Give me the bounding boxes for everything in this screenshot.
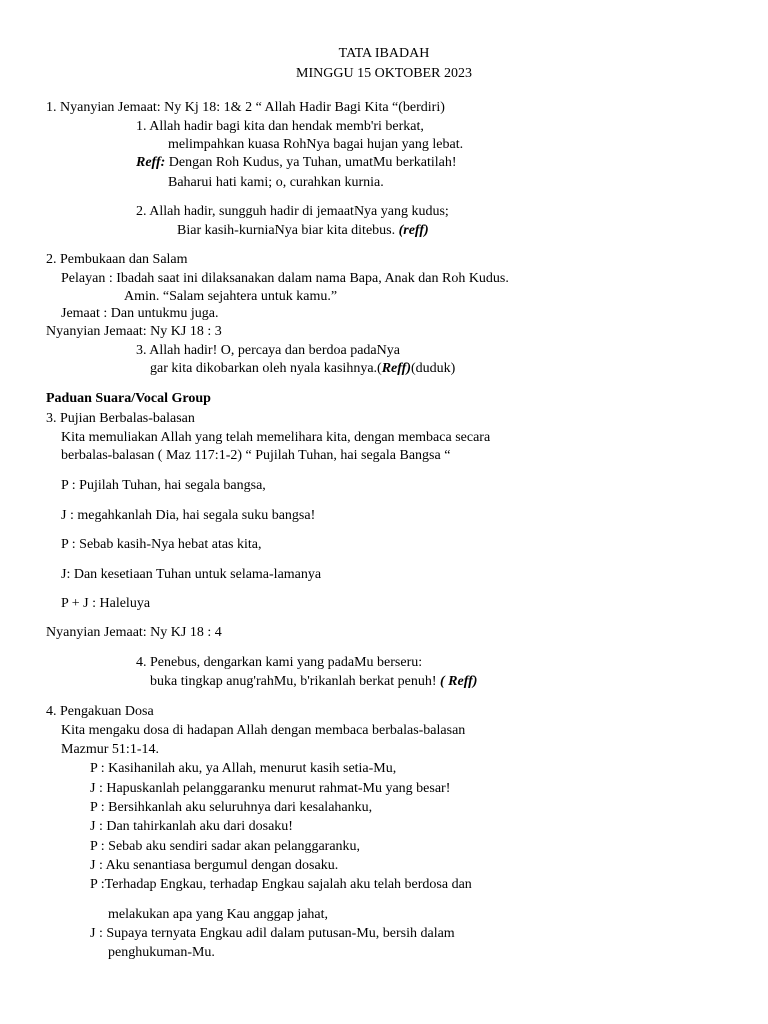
- hymn-verse-3-line-2: [150, 360, 455, 378]
- hymn-verse-1-line-1: 1. Allah hadir bagi kita dan hendak memb'ri berkat,: [136, 119, 424, 134]
- responsive-line: J : Aku senantiasa bergumul dengan dosaku.: [90, 858, 339, 873]
- responsive-line: J : megahkanlah Dia, hai segala suku bangsa!: [61, 508, 316, 523]
- responsive-line: P : Sebab kasih-Nya hebat atas kita,: [61, 537, 262, 552]
- responsive-line: J : Dan tahirkanlah aku dari dosaku!: [90, 819, 293, 834]
- reff-marker: (reff): [398, 223, 429, 238]
- hymn-verse-4-line-2: [150, 673, 477, 691]
- amin-line: Amin. “Salam sejahtera untuk kamu.”: [124, 289, 338, 304]
- nyanyian-jemaat-3: Nyanyian Jemaat: Ny KJ 18 : 3: [46, 324, 222, 339]
- section-3-heading: 3. Pujian Berbalas-balasan: [46, 411, 195, 426]
- section-4-heading: 4. Pengakuan Dosa: [46, 704, 154, 719]
- responsive-line: J : Supaya ternyata Engkau adil dalam putusan-Mu, bersih dalam: [90, 926, 455, 941]
- responsive-line: P :Terhadap Engkau, terhadap Engkau sajalah aku telah berdosa dan: [90, 877, 472, 892]
- hymn-verse-1-line-2: melimpahkan kuasa RohNya bagai hujan yang lebat.: [168, 137, 464, 152]
- hymn-verse-2-line-1: 2. Allah hadir, sungguh hadir di jemaatNya yang kudus;: [136, 204, 449, 219]
- responsive-line: P + J : Haleluya: [61, 596, 151, 611]
- reff-text: Dengan Roh Kudus, ya Tuhan, umatMu berkatilah!: [165, 155, 457, 170]
- verse-text: gar kita dikobarkan oleh nyala kasihnya.(: [150, 361, 382, 376]
- responsive-line-continued: melakukan apa yang Kau anggap jahat,: [108, 907, 329, 922]
- responsive-line: J : Hapuskanlah pelanggaranku menurut rahmat-Mu yang besar!: [90, 781, 451, 796]
- section-1-heading: 1. Nyanyian Jemaat: Ny Kj 18: 1& 2 “ Allah Hadir Bagi Kita “(berdiri): [46, 100, 445, 115]
- verse-text: buka tingkap anug'rahMu, b'rikanlah berkat penuh!: [150, 674, 441, 689]
- section-4-intro-1: Kita mengaku dosa di hadapan Allah dengan membaca berbalas-balasan: [61, 723, 466, 738]
- responsive-line: P : Bersihkanlah aku seluruhnya dari kesalahanku,: [90, 800, 373, 815]
- vocal-group-heading: Paduan Suara/Vocal Group: [46, 391, 211, 406]
- document-date: MINGGU 15 OKTOBER 2023: [296, 66, 472, 81]
- verse-text: Biar kasih-kurniaNya biar kita ditebus.: [177, 223, 399, 238]
- responsive-line: J: Dan kesetiaan Tuhan untuk selama-lamanya: [61, 567, 322, 582]
- reff-line-2: Baharui hati kami; o, curahkan kurnia.: [168, 175, 384, 190]
- hymn-verse-3-line-1: 3. Allah hadir! O, percaya dan berdoa padaNya: [136, 343, 400, 358]
- responsive-line-continued: penghukuman-Mu.: [108, 945, 215, 960]
- hymn-verse-4-line-1: 4. Penebus, dengarkan kami yang padaMu berseru:: [136, 655, 423, 670]
- nyanyian-jemaat-4: Nyanyian Jemaat: Ny KJ 18 : 4: [46, 625, 222, 640]
- document-title: TATA IBADAH: [338, 46, 430, 61]
- reff-line-1: [136, 154, 457, 172]
- section-3-intro-2: berbalas-balasan ( Maz 117:1-2) “ Pujilah Tuhan, hai segala Bangsa “: [61, 448, 451, 463]
- responsive-line: P : Sebab aku sendiri sadar akan pelanggaranku,: [90, 839, 361, 854]
- section-2-heading: 2. Pembukaan dan Salam: [46, 252, 188, 267]
- reff-marker: Reff): [381, 361, 411, 376]
- section-4-intro-2: Mazmur 51:1-14.: [61, 742, 159, 757]
- pelayan-line: Pelayan : Ibadah saat ini dilaksanakan dalam nama Bapa, Anak dan Roh Kudus.: [61, 271, 509, 286]
- hymn-verse-2-line-2: [177, 222, 429, 240]
- reff-marker: ( Reff): [440, 674, 478, 689]
- jemaat-line: Jemaat : Dan untukmu juga.: [61, 306, 219, 321]
- reff-label: Reff:: [136, 155, 166, 170]
- responsive-line: P : Pujilah Tuhan, hai segala bangsa,: [61, 478, 266, 493]
- posture-note: (duduk): [411, 361, 456, 376]
- responsive-line: P : Kasihanilah aku, ya Allah, menurut kasih setia-Mu,: [90, 761, 397, 776]
- section-3-intro-1: Kita memuliakan Allah yang telah memelihara kita, dengan membaca secara: [61, 430, 491, 445]
